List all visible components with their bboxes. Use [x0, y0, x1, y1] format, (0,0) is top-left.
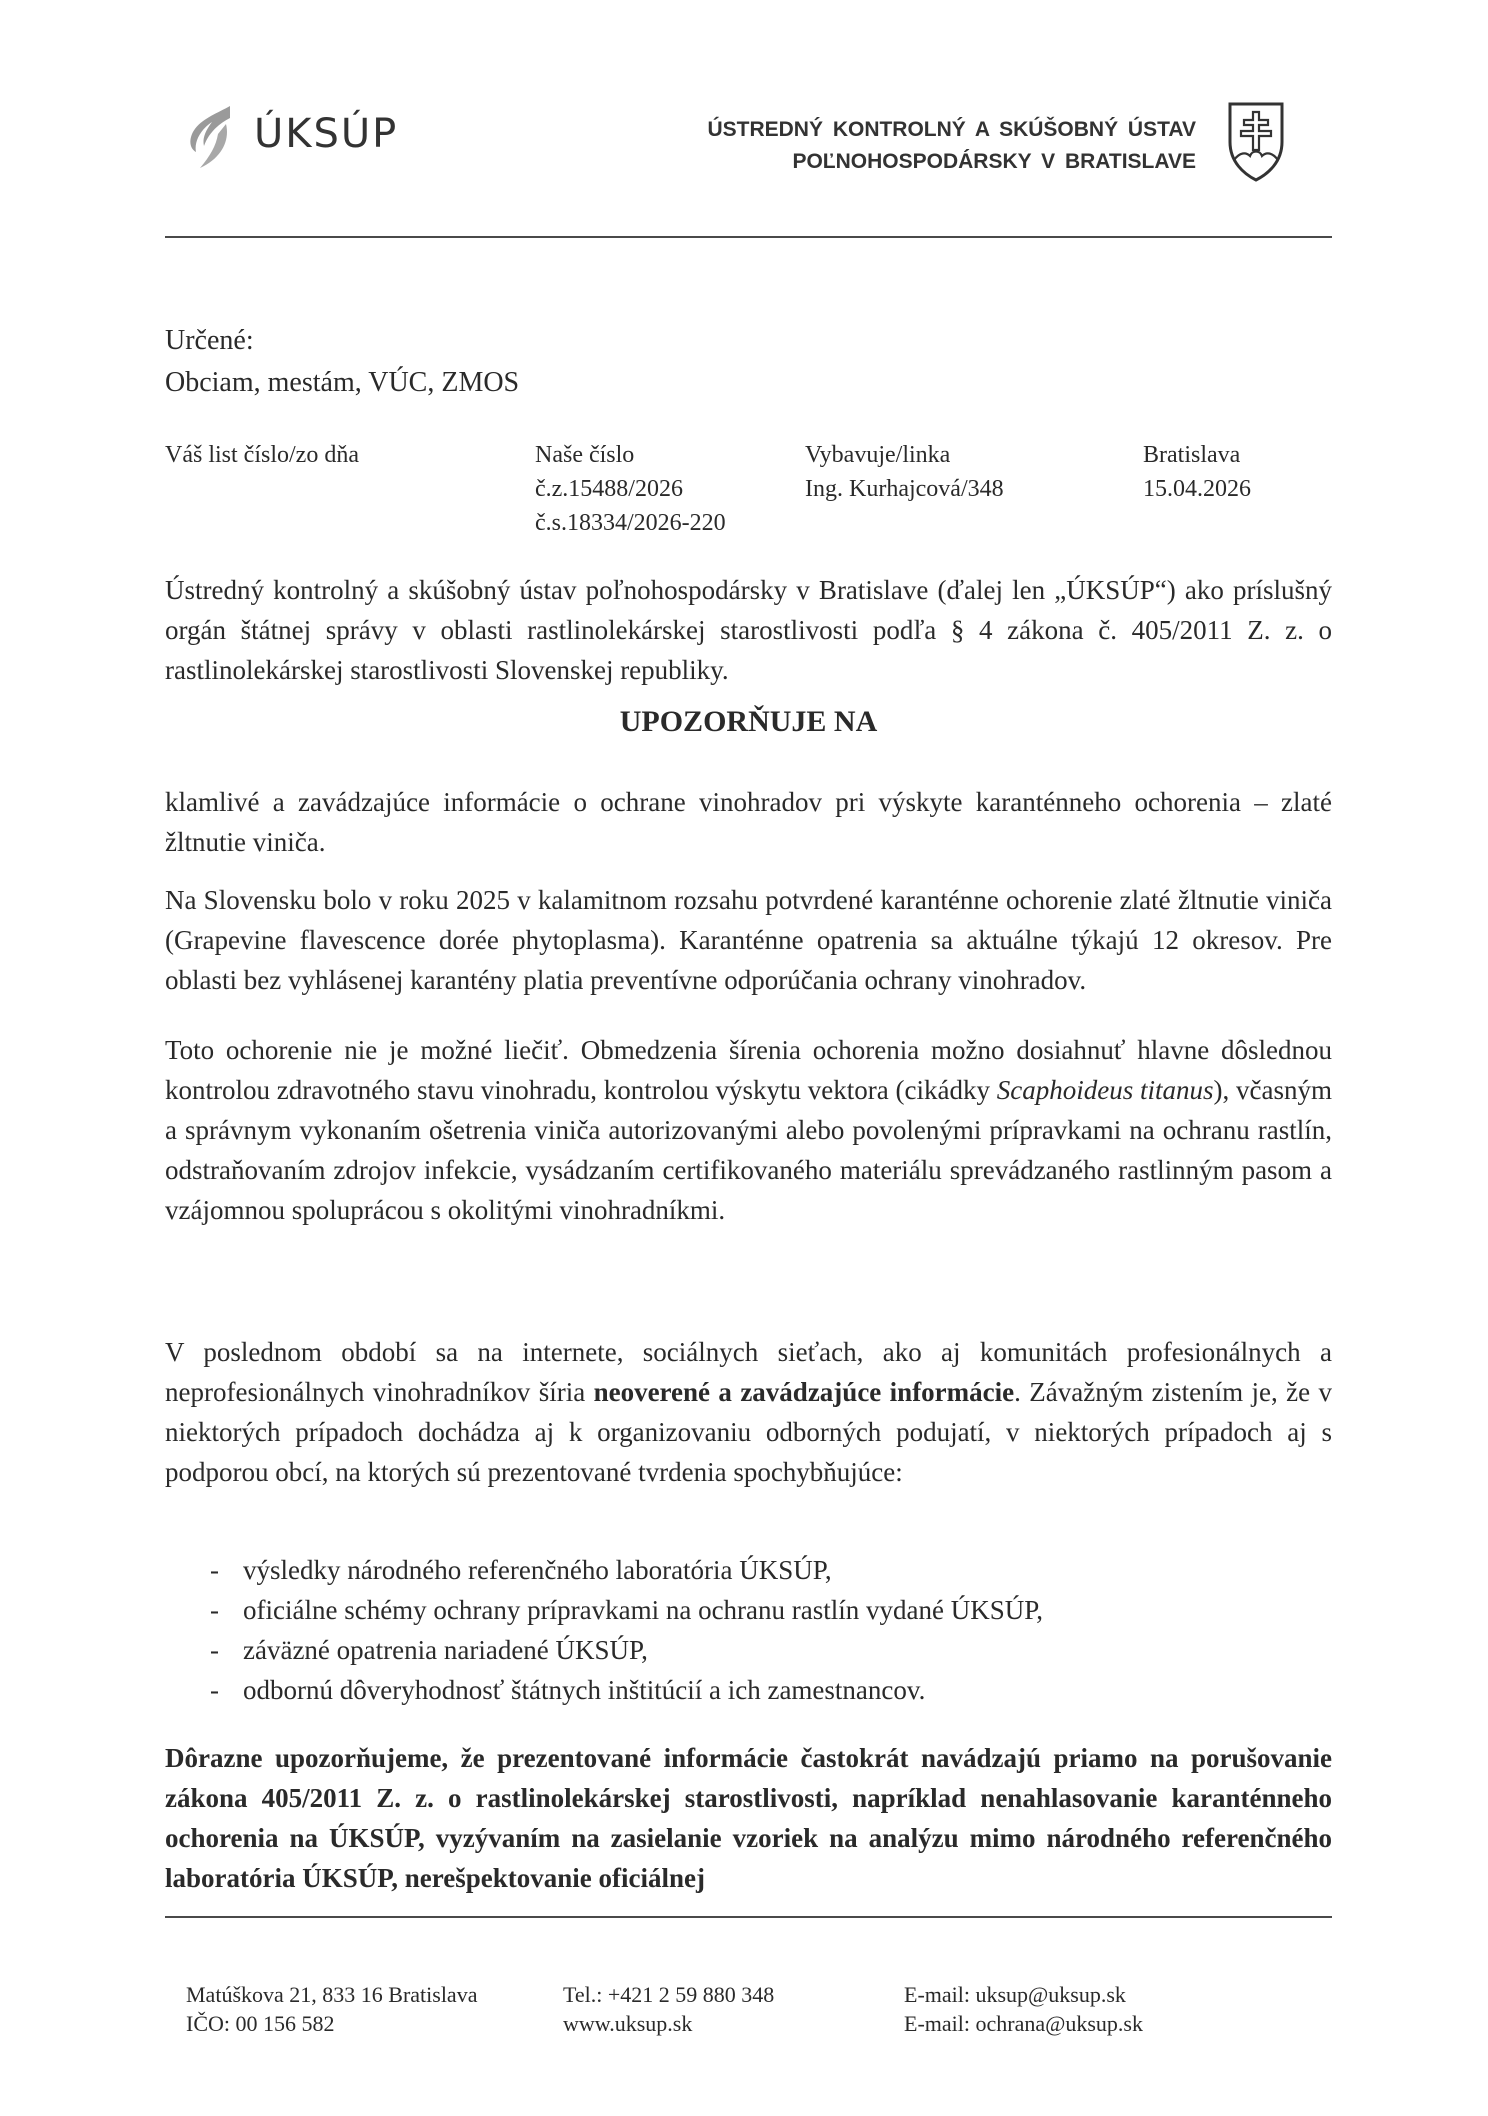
bullet-marker: - [210, 1595, 219, 1625]
bullet-marker: - [210, 1555, 219, 1585]
bullet-list [210, 1550, 1043, 1710]
slovak-coat-of-arms-icon [1226, 100, 1286, 182]
paragraph-3-text-b: ), včasným a správnym vykonaním ošetrenia viniča autorizovanými alebo povolenými prípravkami na ochranu rastlín, odstraňovaním zdrojov infekcie, vysádzaním certifikovaného materiálu sprevádzaného rastlinným pasom a vzájomnou spoluprácou s okolitými vinohradníkmi. [165, 1075, 1332, 1225]
date: 15.04.2026 [1143, 476, 1251, 502]
addressee-value: Obciam, mestám, VÚC, ZMOS [165, 367, 520, 398]
paragraph-4-text-a: V poslednom období sa na internete, sociálnych sieťach, ako aj komunitách profesionálnych a neprofesionálnych vinohradníkov šíria [165, 1337, 1332, 1407]
meta-your-letter [165, 438, 359, 472]
our-number-1: č.z.15488/2026 [535, 476, 683, 502]
meta-our-number [535, 438, 726, 540]
intro-text: Ústredný kontrolný a skúšobný ústav poľnohospodársky v Bratislave (ďalej len „ÚKSÚP“) ako príslušný orgán štátnej správy v oblasti rastlinolekárskej starostlivosti podľa § 4 zákona č. 405/2011 Z. z. o rastlinolekárskej starostlivosti Slovenskej republiky. [165, 575, 1332, 685]
header-divider [165, 236, 1332, 238]
paragraph-2-text: Na Slovensku bolo v roku 2025 v kalamitnom rozsahu potvrdené karanténne ochorenie zlaté žltnutie viniča (Grapevine flavescence dorée phytoplasma). Karanténne opatrenia sa aktuálne týkajú 12 okresov. Pre oblasti bez vyhlásenej karantény platia preventívne odporúčania ochrany vinohradov. [165, 885, 1332, 995]
footer-contact-column [563, 1980, 774, 2038]
list-item-text: výsledky národného referenčného laboratória ÚKSÚP, [243, 1555, 832, 1585]
list-item [210, 1590, 1043, 1630]
list-item-text: záväzné opatrenia nariadené ÚKSÚP, [243, 1635, 648, 1665]
meta-place-date [1143, 438, 1251, 506]
bullet-marker: - [210, 1675, 219, 1705]
handled-by-label: Vybavuje/linka [805, 442, 951, 468]
list-item [210, 1670, 1043, 1710]
footer-email-column [904, 1980, 1143, 2038]
paragraph-2 [165, 880, 1332, 1000]
list-item-text: oficiálne schémy ochrany prípravkami na ochranu rastlín vydané ÚKSÚP, [243, 1595, 1044, 1625]
institution-name-line1: ÚSTREDNÝ KONTROLNÝ A SKÚŠOBNÝ ÚSTAV [707, 118, 1196, 141]
paragraph-4 [165, 1332, 1332, 1492]
your-letter-label: Váš list číslo/zo dňa [165, 442, 359, 468]
addressee-block [165, 320, 519, 404]
bullet-marker: - [210, 1635, 219, 1665]
paragraph-3 [165, 1030, 1332, 1230]
species-name: Scaphoideus titanus [996, 1075, 1214, 1105]
our-number-label: Naše číslo [535, 442, 635, 468]
footer-address: Matúškova 21, 833 16 Bratislava [186, 1982, 478, 2007]
list-item [210, 1630, 1043, 1670]
footer-phone: Tel.: +421 2 59 880 348 [563, 1982, 775, 2007]
intro-paragraph [165, 570, 1332, 690]
footer-website[interactable]: www.uksup.sk [563, 2011, 693, 2036]
paragraph-4-text-b: . Závažným zistením je, že v niektorých prípadoch dochádza aj k organizovaniu odborných podujatí, v niektorých prípadoch aj s podporou obcí, na ktorých sú prezentované tvrdenia spochybňujúce: [165, 1377, 1332, 1487]
list-item [210, 1550, 1043, 1590]
footer-divider [165, 1916, 1332, 1918]
section-heading: UPOZORŇUJE NA [619, 705, 878, 738]
warning-text: Dôrazne upozorňujeme, že prezentované informácie častokrát navádzajú priamo na porušovanie zákona 405/2011 Z. z. o rastlinolekárskej starostlivosti, napríklad nenahlasovanie karanténneho ochorenia na ÚKSÚP, vyzývaním na zasielanie vzoriek na analýzu mimo národného referenčného laboratória ÚKSÚP, nerešpektovanie oficiálnej [165, 1743, 1332, 1893]
place: Bratislava [1143, 442, 1241, 468]
institution-name [707, 114, 1196, 178]
logo-text: ÚKSÚP [254, 111, 399, 157]
list-item-text: odbornú dôveryhodnosť štátnych inštitúcií a ich zamestnancov. [243, 1675, 926, 1705]
addressee-label: Určené: [165, 325, 254, 356]
meta-handled-by [805, 438, 1004, 506]
paragraph-1-text: klamlivé a zavádzajúce informácie o ochrane vinohradov pri výskyte karanténneho ochorenia – zlaté žltnutie viniča. [165, 787, 1332, 857]
paragraph-4-emphasis: neoverené a zavádzajúce informácie [593, 1377, 1015, 1407]
handled-by-value: Ing. Kurhajcová/348 [805, 476, 1004, 502]
our-number-2: č.s.18334/2026-220 [535, 510, 726, 536]
paragraph-1 [165, 782, 1332, 862]
footer-ico: IČO: 00 156 582 [186, 2011, 335, 2036]
institution-name-line2: POĽNOHOSPODÁRSKY V BRATISLAVE [792, 150, 1196, 173]
warning-paragraph [165, 1738, 1332, 1898]
paragraph-3-text-a: Toto ochorenie nie je možné liečiť. Obmedzenia šírenia ochorenia možno dosiahnuť hlavne dôslednou kontrolou zdravotného stavu vinohradu, kontrolou výskytu vektora (cikádky [165, 1035, 1332, 1105]
footer-email-2[interactable]: E-mail: ochrana@uksup.sk [904, 2011, 1143, 2036]
footer-email-1[interactable]: E-mail: uksup@uksup.sk [904, 1982, 1126, 2007]
leaf-logo-icon [186, 104, 238, 170]
footer-address-column [186, 1980, 477, 2038]
